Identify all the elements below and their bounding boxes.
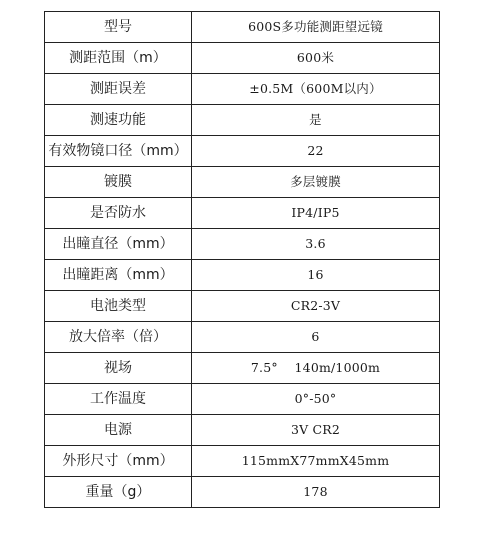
spec-value: 是 [192, 105, 440, 136]
spec-label: 视场 [45, 353, 192, 384]
spec-value: 3.6 [192, 229, 440, 260]
spec-value: 115mmX77mmX45mm [192, 446, 440, 477]
table-row [45, 136, 440, 167]
spec-label: 重量（g） [45, 477, 192, 508]
spec-value: 多层镀膜 [192, 167, 440, 198]
spec-value: 600米 [192, 43, 440, 74]
spec-label: 测速功能 [45, 105, 192, 136]
table-row [45, 167, 440, 198]
table-row [45, 12, 440, 43]
table-row [45, 322, 440, 353]
spec-value: ±0.5M（600M以内） [192, 74, 440, 105]
table-row [45, 105, 440, 136]
table-row [45, 477, 440, 508]
spec-value: 16 [192, 260, 440, 291]
spec-table [44, 11, 440, 508]
spec-value: 7.5° 140m/1000m [192, 353, 440, 384]
table-row [45, 446, 440, 477]
spec-label: 镀膜 [45, 167, 192, 198]
spec-label: 有效物镜口径（mm） [45, 136, 192, 167]
spec-value: 22 [192, 136, 440, 167]
table-row [45, 291, 440, 322]
table-row [45, 198, 440, 229]
spec-label: 电池类型 [45, 291, 192, 322]
table-row [45, 74, 440, 105]
spec-label: 测距误差 [45, 74, 192, 105]
spec-label: 是否防水 [45, 198, 192, 229]
table-row [45, 384, 440, 415]
spec-label: 工作温度 [45, 384, 192, 415]
spec-value: 6 [192, 322, 440, 353]
spec-label: 测距范围（m） [45, 43, 192, 74]
spec-label: 出瞳距离（mm） [45, 260, 192, 291]
spec-label: 型号 [45, 12, 192, 43]
table-row [45, 415, 440, 446]
table-row [45, 229, 440, 260]
table-row [45, 260, 440, 291]
spec-label: 放大倍率（倍） [45, 322, 192, 353]
spec-value: 3V CR2 [192, 415, 440, 446]
spec-label: 电源 [45, 415, 192, 446]
spec-label: 出瞳直径（mm） [45, 229, 192, 260]
table-row [45, 43, 440, 74]
table-row [45, 353, 440, 384]
spec-value: 0°-50° [192, 384, 440, 415]
spec-value: CR2-3V [192, 291, 440, 322]
spec-value: IP4/IP5 [192, 198, 440, 229]
spec-label: 外形尺寸（mm） [45, 446, 192, 477]
spec-value: 600S多功能测距望远镜 [192, 12, 440, 43]
spec-value: 178 [192, 477, 440, 508]
